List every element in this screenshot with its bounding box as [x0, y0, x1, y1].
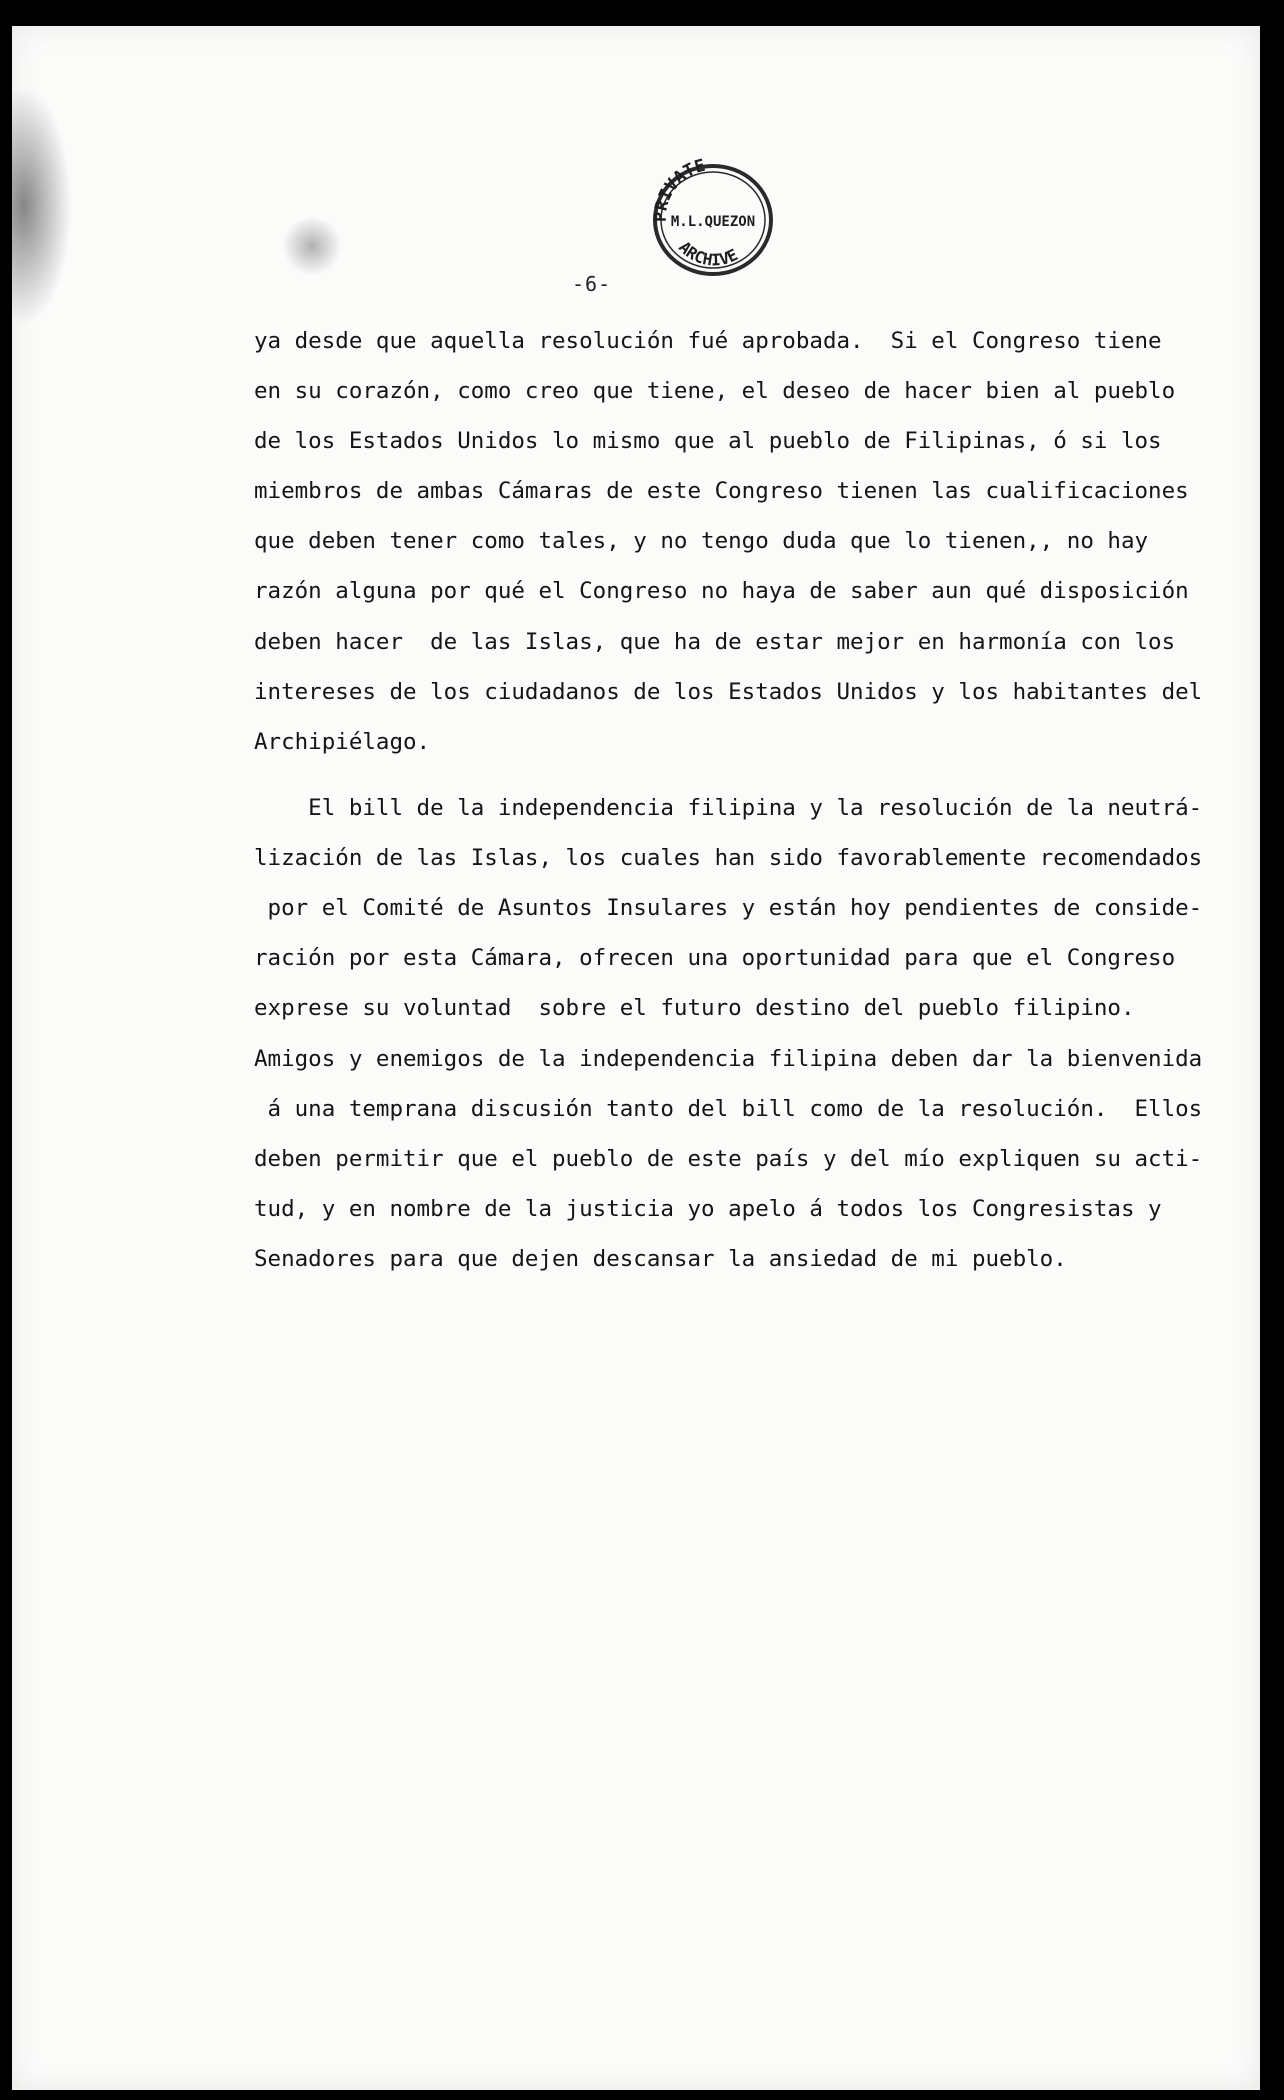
text-line: por el Comité de Asuntos Insulares y están hoy pendientes de conside- [254, 895, 1203, 921]
text-line: á una temprana discusión tanto del bill como de la resolución. Ellos [254, 1096, 1203, 1122]
text-line: exprese su voluntad sobre el futuro destino del pueblo filipino. [254, 995, 1135, 1021]
text-line: Archipiélago. [254, 729, 431, 755]
stamp-bottom-text: ARCHIVE [675, 237, 741, 270]
text-line: El bill de la independencia filipina y la resolución de la neutrá- [254, 795, 1203, 821]
text-line: tud, y en nombre de la justicia yo apelo á todos los Congresistas y [254, 1196, 1162, 1222]
text-line: ya desde que aquella resolución fué aprobada. Si el Congreso tiene [254, 328, 1162, 354]
document-page [12, 26, 1260, 2090]
text-line: en su corazón, como creo que tiene, el deseo de hacer bien al pueblo [254, 378, 1176, 404]
text-line: Amigos y enemigos de la independencia filipina deben dar la bienvenida [254, 1046, 1203, 1072]
stamp-top-text: PRIVATE [650, 155, 708, 223]
text-line: que deben tener como tales, y no tengo duda que lo tienen,, no hay [254, 528, 1149, 554]
archive-stamp [648, 154, 778, 284]
text-line: ración por esta Cámara, ofrecen una oportunidad para que el Congreso [254, 945, 1176, 971]
text-line: Senadores para que dejen descansar la ansiedad de mi pueblo. [254, 1246, 1067, 1272]
text-line: deben permitir que el pueblo de este país y del mío expliquen su acti- [254, 1146, 1203, 1172]
text-line: razón alguna por qué el Congreso no haya de saber aun qué disposición [254, 578, 1189, 604]
text-line: intereses de los ciudadanos de los Estados Unidos y los habitantes del [254, 679, 1203, 705]
scan-smudge [12, 86, 72, 326]
text-line: deben hacer de las Islas, que ha de estar mejor en harmonía con los [254, 629, 1176, 655]
scan-smudge [282, 216, 342, 276]
stamp-middle-text: M.L.QUEZON [670, 214, 756, 230]
text-line: miembros de ambas Cámaras de este Congreso tienen las cualificaciones [254, 478, 1189, 504]
page-number: -6- [572, 272, 612, 296]
text-line: de los Estados Unidos lo mismo que al pueblo de Filipinas, ó si los [254, 428, 1162, 454]
text-line: lización de las Islas, los cuales han sido favorablemente recomendados [254, 845, 1203, 871]
